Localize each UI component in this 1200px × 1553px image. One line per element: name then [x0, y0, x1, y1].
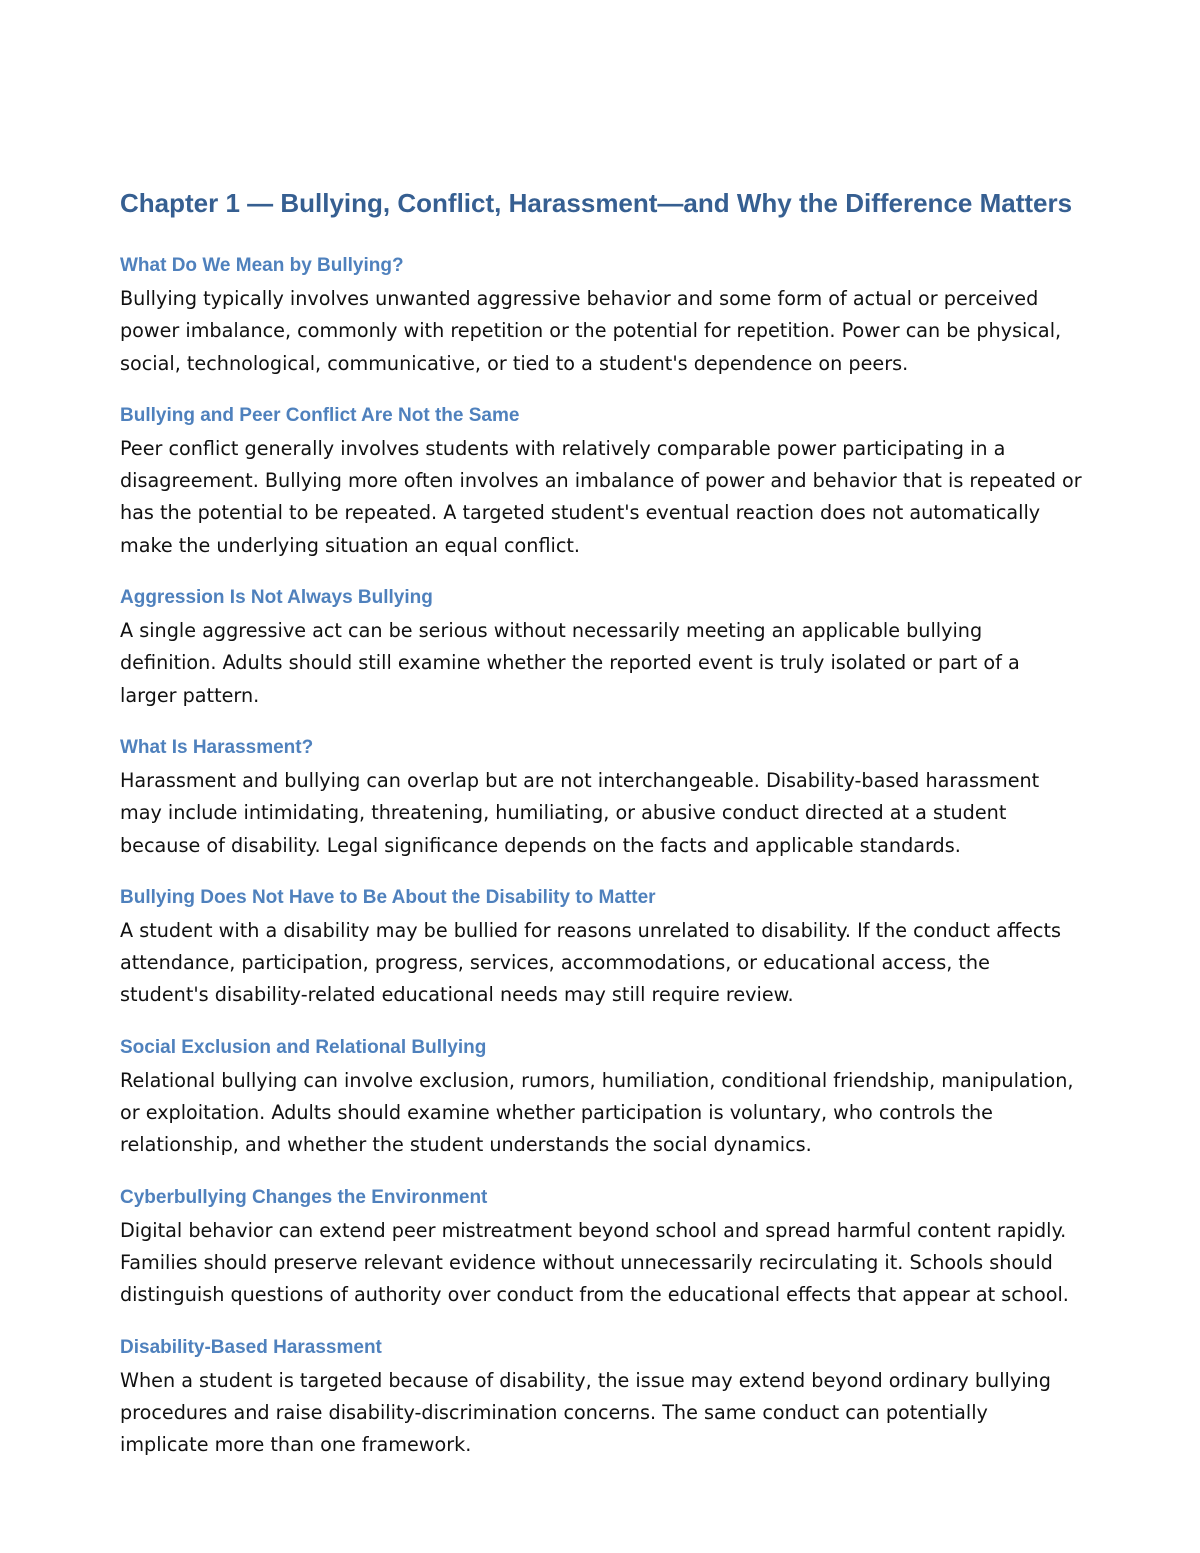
section-heading: What Do We Mean by Bullying? — [120, 255, 404, 276]
section-heading: Aggression Is Not Always Bullying — [120, 587, 433, 609]
section-harassment — [120, 735, 1082, 862]
section-body: Digital behavior can extend peer mistreatment beyond school and spread harmful content rapidly. Families should preserve relevant evidence without unnecessarily recirculating it. Schools should distinguish questions of authority over conduct from the educational effects that appear at school. — [120, 1218, 1069, 1307]
section-relational-bullying — [120, 1035, 1082, 1162]
section-body: Relational bullying can involve exclusion, rumors, humiliation, conditional friendship, manipulation, or exploitation. Adults should examine whether participation is voluntary, who controls the relationship, and whether the student understands the social dynamics. — [120, 1068, 1074, 1157]
section-body: A student with a disability may be bullied for reasons unrelated to disability. If the conduct affects attendance, participation, progress, services, accommodations, or educational access, the student's disability-related educational needs may still require review. — [120, 918, 1062, 1007]
section-body: A single aggressive act can be serious without necessarily meeting an applicable bullying definition. Adults should still examine whether the reported event is truly isolated or part of a larger pattern. — [120, 619, 1020, 707]
section-heading: Social Exclusion and Relational Bullying — [120, 1036, 487, 1058]
section-aggression — [120, 585, 1082, 712]
section-heading: What Is Harassment? — [120, 736, 314, 758]
section-bullying-vs-conflict — [120, 403, 1082, 562]
chapter-title: Chapter 1 — Bullying, Conflict, Harassment—and Why the Difference Matters — [120, 188, 1073, 218]
section-heading: Cyberbullying Changes the Environment — [120, 1186, 488, 1208]
section-body: Peer conflict generally involves students with relatively comparable power participating in a disagreement. Bullying more often involves an imbalance of power and behavior that is repeated or has the potential to be repeated. A targeted student's eventual reaction does not automatically make the underlying situation an equal conflict. — [120, 436, 1082, 557]
section-cyberbullying — [120, 1185, 1082, 1312]
section-body: Bullying typically involves unwanted aggressive behavior and some form of actual or perceived power imbalance, commonly with repetition or the potential for repetition. Power can be physical, social, technological, communicative, or tied to a student's dependence on peers. — [120, 287, 1062, 375]
section-body: When a student is targeted because of disability, the issue may extend beyond ordinary bullying procedures and raise disability-discrimination concerns. The same conduct can potentially implicate more than one framework. — [120, 1368, 1051, 1457]
document-page — [120, 183, 1082, 1484]
section-what-is-bullying — [120, 253, 1082, 380]
section-body: Harassment and bullying can overlap but are not interchangeable. Disability-based harassment may include intimidating, threatening, humiliating, or abusive conduct directed at a student because of disability. Legal significance depends on the facts and applicable standards. — [120, 768, 1040, 857]
section-heading: Bullying and Peer Conflict Are Not the Same — [120, 404, 520, 426]
section-disability-harassment — [120, 1335, 1082, 1462]
section-heading: Disability-Based Harassment — [120, 1336, 382, 1358]
section-heading: Bullying Does Not Have to Be About the Disability to Matter — [120, 886, 656, 908]
section-not-about-disability — [120, 885, 1082, 1012]
